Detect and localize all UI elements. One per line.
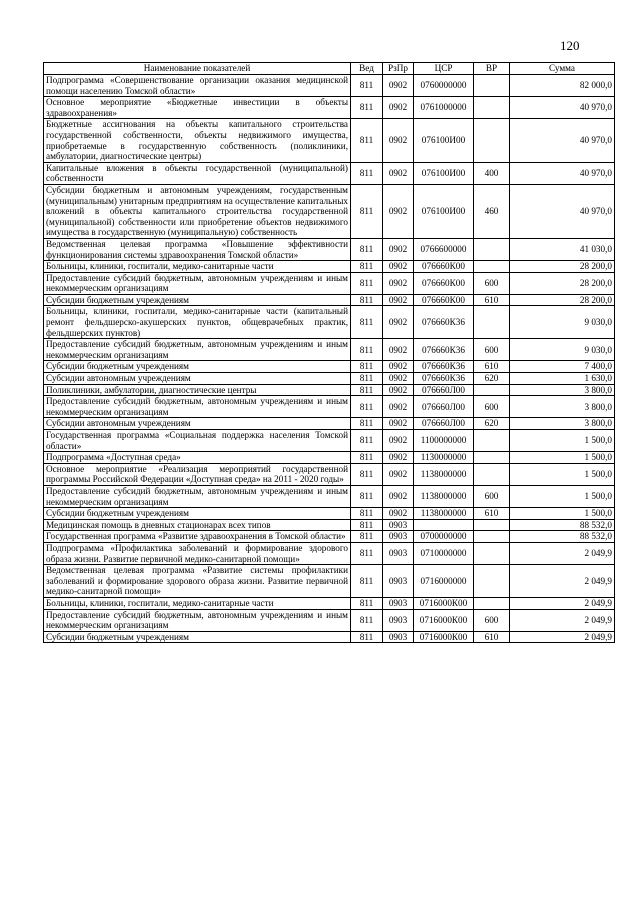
cell-name: Субсидии автономным учреждениям	[44, 373, 351, 385]
cell-rzpr: 0902	[383, 384, 414, 396]
cell-sum: 2 049,9	[510, 631, 615, 643]
cell-sum: 1 630,0	[510, 373, 615, 385]
cell-rzpr: 0902	[383, 184, 414, 238]
cell-csr: 076100И00	[414, 162, 474, 184]
cell-vr: 610	[474, 631, 510, 643]
header-name: Наименование показателей	[44, 63, 351, 75]
table-row	[44, 565, 615, 598]
cell-csr: 0700000000	[414, 531, 474, 543]
table-row	[44, 162, 615, 184]
cell-csr: 076660Л00	[414, 418, 474, 430]
cell-csr: 0710000000	[414, 542, 474, 564]
cell-sum: 40 970,0	[510, 162, 615, 184]
cell-ved: 811	[351, 339, 383, 361]
cell-vr	[474, 97, 510, 119]
cell-ved: 811	[351, 565, 383, 598]
cell-csr: 076660К00	[414, 294, 474, 306]
cell-rzpr: 0902	[383, 452, 414, 464]
cell-vr	[474, 565, 510, 598]
cell-name: Государственная программа «Развитие здравоохранения в Томской области»	[44, 531, 351, 543]
cell-ved: 811	[351, 306, 383, 339]
cell-sum: 1 500,0	[510, 430, 615, 452]
cell-vr: 610	[474, 294, 510, 306]
cell-name: Больницы, клиники, госпитали, медико-санитарные части (капитальный ремонт фельдшерско-акушерских пунктов, общеврачебных практик, фельдшерских пунктов)	[44, 306, 351, 339]
cell-name: Подпрограмма «Доступная среда»	[44, 452, 351, 464]
cell-vr: 600	[474, 272, 510, 294]
cell-name: Предоставление субсидий бюджетным, автономным учреждениям и иным некоммерческим организациям	[44, 396, 351, 418]
table-row	[44, 261, 615, 273]
cell-vr	[474, 261, 510, 273]
cell-name: Предоставление субсидий бюджетным, автономным учреждениям и иным некоммерческим организациям	[44, 609, 351, 631]
cell-ved: 811	[351, 463, 383, 485]
table-row	[44, 631, 615, 643]
cell-csr: 0760000000	[414, 75, 474, 97]
cell-csr: 0716000К00	[414, 609, 474, 631]
table-row	[44, 452, 615, 464]
cell-ved: 811	[351, 162, 383, 184]
cell-csr: 1138000000	[414, 508, 474, 520]
cell-name: Бюджетные ассигнования на объекты капитального строительства государственной собственности, объекты недвижимого имущества, приобретаемые в государственную собственность (поликлиники, амбулатории, диагностические центры)	[44, 119, 351, 162]
cell-ved: 811	[351, 361, 383, 373]
cell-csr: 076660Л00	[414, 384, 474, 396]
cell-ved: 811	[351, 184, 383, 238]
cell-rzpr: 0902	[383, 373, 414, 385]
cell-ved: 811	[351, 542, 383, 564]
cell-csr: 076660К00	[414, 272, 474, 294]
table-row	[44, 542, 615, 564]
cell-sum: 2 049,9	[510, 597, 615, 609]
cell-name: Поликлиники, амбулатории, диагностические центры	[44, 384, 351, 396]
cell-name: Предоставление субсидий бюджетным, автономным учреждениям и иным некоммерческим организациям	[44, 485, 351, 507]
table-row	[44, 75, 615, 97]
cell-vr: 600	[474, 609, 510, 631]
cell-ved: 811	[351, 261, 383, 273]
cell-ved: 811	[351, 418, 383, 430]
cell-rzpr: 0902	[383, 119, 414, 162]
cell-rzpr: 0903	[383, 542, 414, 564]
cell-rzpr: 0902	[383, 75, 414, 97]
table-row	[44, 485, 615, 507]
cell-rzpr: 0902	[383, 339, 414, 361]
cell-rzpr: 0902	[383, 294, 414, 306]
cell-ved: 811	[351, 238, 383, 260]
cell-name: Предоставление субсидий бюджетным, автономным учреждениям и иным некоммерческим организациям	[44, 272, 351, 294]
table-row	[44, 396, 615, 418]
cell-name: Ведомственная целевая программа «Повышение эффективности функционирования системы здравоохранения Томской области»	[44, 238, 351, 260]
cell-vr: 600	[474, 339, 510, 361]
cell-ved: 811	[351, 384, 383, 396]
cell-vr: 600	[474, 485, 510, 507]
cell-ved: 811	[351, 485, 383, 507]
cell-sum: 2 049,9	[510, 609, 615, 631]
table-row	[44, 384, 615, 396]
cell-vr: 610	[474, 361, 510, 373]
cell-vr	[474, 306, 510, 339]
cell-name: Капитальные вложения в объекты государственной (муниципальной) собственности	[44, 162, 351, 184]
cell-name: Субсидии бюджетным учреждениям	[44, 508, 351, 520]
cell-sum: 40 970,0	[510, 184, 615, 238]
cell-rzpr: 0902	[383, 430, 414, 452]
cell-csr: 076660К36	[414, 306, 474, 339]
cell-csr: 0761000000	[414, 97, 474, 119]
budget-table	[43, 62, 615, 643]
cell-ved: 811	[351, 97, 383, 119]
cell-sum: 40 970,0	[510, 97, 615, 119]
cell-ved: 811	[351, 609, 383, 631]
cell-ved: 811	[351, 631, 383, 643]
cell-rzpr: 0902	[383, 396, 414, 418]
table-row	[44, 597, 615, 609]
cell-csr: 1138000000	[414, 463, 474, 485]
cell-csr: 0716000000	[414, 565, 474, 598]
cell-vr	[474, 531, 510, 543]
cell-name: Субсидии бюджетным учреждениям	[44, 361, 351, 373]
table-row	[44, 609, 615, 631]
cell-csr: 076660Л00	[414, 396, 474, 418]
table-row	[44, 373, 615, 385]
cell-csr: 076660К36	[414, 361, 474, 373]
cell-sum: 2 049,9	[510, 542, 615, 564]
table-row	[44, 418, 615, 430]
cell-rzpr: 0903	[383, 565, 414, 598]
cell-sum: 41 030,0	[510, 238, 615, 260]
cell-name: Медицинская помощь в дневных стационарах всех типов	[44, 519, 351, 531]
cell-rzpr: 0902	[383, 306, 414, 339]
cell-name: Больницы, клиники, госпитали, медико-санитарные части	[44, 597, 351, 609]
table-row	[44, 508, 615, 520]
cell-sum: 40 970,0	[510, 119, 615, 162]
table-row	[44, 519, 615, 531]
cell-csr	[414, 519, 474, 531]
cell-vr: 400	[474, 162, 510, 184]
cell-rzpr: 0902	[383, 361, 414, 373]
cell-rzpr: 0902	[383, 508, 414, 520]
cell-name: Подпрограмма «Совершенствование организации оказания медицинской помощи населению Томской области»	[44, 75, 351, 97]
cell-ved: 811	[351, 531, 383, 543]
cell-csr: 1138000000	[414, 485, 474, 507]
cell-csr: 076100И00	[414, 119, 474, 162]
header-rzpr: РзПр	[383, 63, 414, 75]
cell-vr: 610	[474, 508, 510, 520]
cell-vr	[474, 430, 510, 452]
cell-csr: 076660К00	[414, 261, 474, 273]
cell-vr	[474, 542, 510, 564]
cell-ved: 811	[351, 430, 383, 452]
cell-csr: 076100И00	[414, 184, 474, 238]
cell-csr: 0716000К00	[414, 597, 474, 609]
cell-ved: 811	[351, 272, 383, 294]
cell-ved: 811	[351, 373, 383, 385]
cell-rzpr: 0902	[383, 238, 414, 260]
header-vr: ВР	[474, 63, 510, 75]
table-body	[44, 75, 615, 643]
cell-name: Предоставление субсидий бюджетным, автономным учреждениям и иным некоммерческим организациям	[44, 339, 351, 361]
cell-vr	[474, 238, 510, 260]
cell-vr	[474, 119, 510, 162]
cell-rzpr: 0902	[383, 261, 414, 273]
cell-ved: 811	[351, 452, 383, 464]
table-row	[44, 272, 615, 294]
page-number: 120	[560, 38, 580, 53]
cell-sum: 82 000,0	[510, 75, 615, 97]
table-row	[44, 361, 615, 373]
cell-vr	[474, 75, 510, 97]
header-sum: Сумма	[510, 63, 615, 75]
cell-sum: 28 200,0	[510, 261, 615, 273]
cell-rzpr: 0903	[383, 531, 414, 543]
cell-ved: 811	[351, 75, 383, 97]
cell-vr: 460	[474, 184, 510, 238]
cell-vr: 620	[474, 418, 510, 430]
table-row	[44, 238, 615, 260]
cell-rzpr: 0902	[383, 97, 414, 119]
cell-csr: 076660К36	[414, 373, 474, 385]
cell-vr	[474, 452, 510, 464]
cell-rzpr: 0902	[383, 162, 414, 184]
cell-rzpr: 0902	[383, 463, 414, 485]
cell-ved: 811	[351, 597, 383, 609]
table-row	[44, 463, 615, 485]
cell-vr	[474, 384, 510, 396]
cell-ved: 811	[351, 508, 383, 520]
cell-vr: 620	[474, 373, 510, 385]
cell-name: Основное мероприятие «Реализация мероприятий государственной программы Российской Федерации «Доступная среда» на 2011 - 2020 годы»	[44, 463, 351, 485]
cell-rzpr: 0902	[383, 485, 414, 507]
table-row	[44, 430, 615, 452]
cell-sum: 88 532,0	[510, 531, 615, 543]
table-row	[44, 294, 615, 306]
cell-csr: 1100000000	[414, 430, 474, 452]
table-row	[44, 184, 615, 238]
cell-ved: 811	[351, 294, 383, 306]
cell-sum: 88 532,0	[510, 519, 615, 531]
cell-vr	[474, 597, 510, 609]
cell-sum: 1 500,0	[510, 463, 615, 485]
cell-csr: 0716000К00	[414, 631, 474, 643]
cell-name: Подпрограмма «Профилактика заболеваний и формирование здорового образа жизни. Развитие первичной медико-санитарной помощи»	[44, 542, 351, 564]
cell-rzpr: 0903	[383, 631, 414, 643]
cell-vr	[474, 463, 510, 485]
cell-sum: 9 030,0	[510, 306, 615, 339]
cell-sum: 1 500,0	[510, 508, 615, 520]
cell-ved: 811	[351, 119, 383, 162]
cell-sum: 9 030,0	[510, 339, 615, 361]
cell-csr: 0766600000	[414, 238, 474, 260]
cell-name: Основное мероприятие «Бюджетные инвестиции в объекты здравоохранения»	[44, 97, 351, 119]
cell-ved: 811	[351, 396, 383, 418]
table-row	[44, 97, 615, 119]
cell-name: Субсидии бюджетным учреждениям	[44, 294, 351, 306]
table-row	[44, 531, 615, 543]
cell-name: Государственная программа «Социальная поддержка населения Томской области»	[44, 430, 351, 452]
cell-name: Ведомственная целевая программа «Развитие системы профилактики заболеваний и формирование здорового образа жизни. Развитие первичной медико-санитарной помощи»	[44, 565, 351, 598]
cell-sum: 28 200,0	[510, 294, 615, 306]
table-row	[44, 339, 615, 361]
cell-rzpr: 0903	[383, 519, 414, 531]
cell-rzpr: 0903	[383, 597, 414, 609]
cell-ved: 811	[351, 519, 383, 531]
header-csr: ЦСР	[414, 63, 474, 75]
cell-vr	[474, 519, 510, 531]
cell-sum: 7 400,0	[510, 361, 615, 373]
cell-sum: 1 500,0	[510, 452, 615, 464]
cell-sum: 2 049,9	[510, 565, 615, 598]
cell-sum: 28 200,0	[510, 272, 615, 294]
cell-sum: 3 800,0	[510, 396, 615, 418]
table-header-row	[44, 63, 615, 75]
cell-csr: 076660К36	[414, 339, 474, 361]
cell-name: Субсидии автономным учреждениям	[44, 418, 351, 430]
cell-vr: 600	[474, 396, 510, 418]
cell-name: Субсидии бюджетным и автономным учреждениям, государственным (муниципальным) унитарным предприятиям на осуществление капитальных вложений в объекты капитального строительства государственной (муниципальной) собственности или приобретение объектов недвижимого имущества в государственную (муниципальную) собственность	[44, 184, 351, 238]
cell-rzpr: 0902	[383, 272, 414, 294]
cell-sum: 3 800,0	[510, 418, 615, 430]
cell-rzpr: 0902	[383, 418, 414, 430]
cell-name: Больницы, клиники, госпитали, медико-санитарные части	[44, 261, 351, 273]
table-row	[44, 306, 615, 339]
cell-sum: 3 800,0	[510, 384, 615, 396]
table-row	[44, 119, 615, 162]
cell-csr: 1130000000	[414, 452, 474, 464]
cell-name: Субсидии бюджетным учреждениям	[44, 631, 351, 643]
cell-sum: 1 500,0	[510, 485, 615, 507]
header-ved: Вед	[351, 63, 383, 75]
cell-rzpr: 0903	[383, 609, 414, 631]
